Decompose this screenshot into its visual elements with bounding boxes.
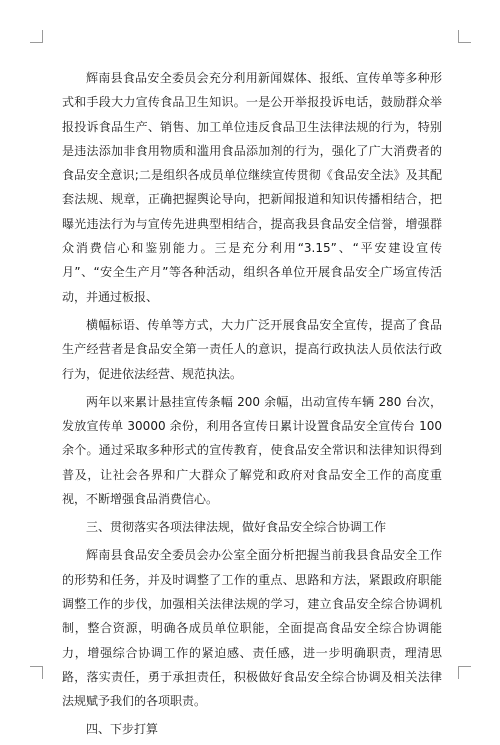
document-body (62, 66, 442, 745)
crop-mark-top-right (458, 30, 471, 43)
section-3-heading: 三、贯彻落实各项法律法规，做好食品安全综合协调工作 (86, 520, 387, 535)
section-3-body: 辉南县食品安全委员会办公室全面分析把握当前我县食品安全工作的形势和任务，并及时调整了工作的重点、思路和方法，紧跟政府职能调整工作的步伐，加强相关法律法规的学习，建立食品安全综合协调机制，整合资源，明确各成员单位职能，全面提高食品安全综合协调能力，增强综合协调工作的紧迫感、责任感，进一步明确职责，理清思路，落实责任，勇于承担责任，积极做好食品安全综合协调及相关法律法规赋予我们的各项职责。 (62, 548, 442, 709)
crop-mark-top-left (30, 30, 43, 43)
crop-mark-bottom-right (458, 666, 471, 679)
crop-mark-bottom-left (30, 666, 43, 679)
paragraph-publicity-results: 横幅标语、传单等方式，大力广泛开展食品安全宣传，提高了食品生产经营者是食品安全第一责任人的意识，提高行政执法人员依法行政行为，促进依法经营、规范执法。 (62, 317, 442, 381)
section-4-heading: 四、下步打算 (86, 722, 159, 737)
paragraph-publicity-methods: 辉南县食品安全委员会充分利用新闻媒体、报纸、宣传单等多种形式和手段大力宣传食品卫生知识。一是公开举报投诉电话，鼓励群众举报投诉食品生产、销售、加工单位违反食品卫生法律法规的行为，特别是违法添加非食用物质和滥用食品添加剂的行为，强化了广大消费者的食品安全意识;二是组织各成员单位继续宣传贯彻《食品安全法》及其配套法规、规章，正确把握舆论导向，把新闻报道和知识传播相结合，把曝光违法行为与宣传先进典型相结合，提高我县食品安全信誉，增强群众消费信心和鉴别能力。三是充分利用“3.15”、“平安建设宣传月”、“安全生产月”等各种活动，组织各单位开展食品安全广场宣传活动，并通过板报、 (62, 71, 442, 304)
paragraph-publicity-statistics: 两年以来累计悬挂宣传条幅 200 余幅，出动宣传车辆 280 台次，发放宣传单 30000 余份，利用各宣传日累计设置食品安全宣传台 100 余个。通过采取多种形式的宣传教育，使食品安全常识和法律知识得到普及，让社会各界和广大群众了解党和政府对食品安全工作的高度重视，不断增强食品消费信心。 (62, 394, 442, 507)
